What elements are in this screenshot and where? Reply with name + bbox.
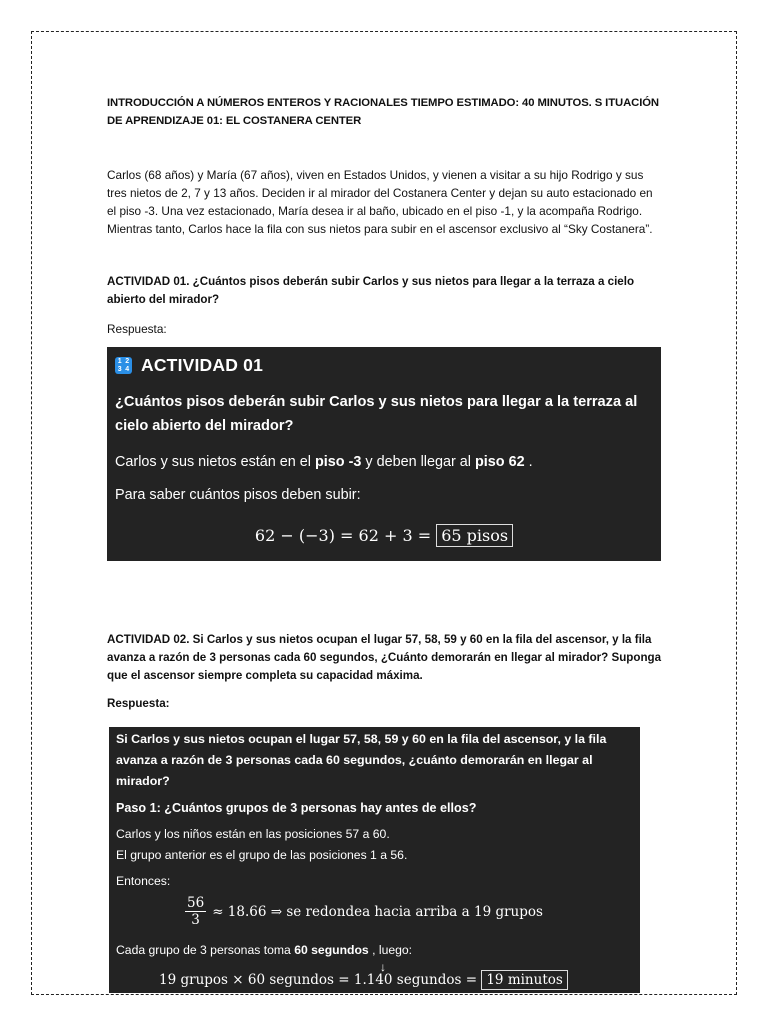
answer-label-2: Respuesta: bbox=[107, 697, 170, 710]
activity1-method: Para saber cuántos pisos deben subir: bbox=[115, 487, 361, 503]
activity2-answer-image bbox=[109, 727, 640, 993]
activity1-heading-text: ACTIVIDAD 01 bbox=[141, 355, 264, 375]
intro-paragraph: Carlos (68 años) y María (67 años), viven en Estados Unidos, y vienen a visitar a su hijo Rodrigo y sus tres nietos de 2, 7 y 13 años. Deciden ir al mirador del Costanera Center y dejan su auto estacionado en el piso -3. Una vez estacionado, María desea ir al baño, ubicado en el piso -1, y la acompaña Rodrigo. Mientras tanto, Carlos hace la fila con sus nietos para subir en el ascensor exclusivo al “Sky Costanera”. bbox=[107, 168, 653, 236]
activity2-fraction-equation: $\frac{56}{3}$ ≈ 18.66 ⇒ se redondea hacia arriba a 19 grupos bbox=[187, 895, 543, 928]
activity1-question: ACTIVIDAD 01. ¿Cuántos pisos deberán subir Carlos y sus nietos para llegar a la terraza a cielo abierto del mirador? bbox=[107, 275, 635, 306]
activity1-statement: Carlos y sus nietos están en el piso -3 y deben llegar al piso 62 . bbox=[115, 454, 533, 470]
document-title: INTRODUCCIÓN A NÚMEROS ENTEROS Y RACIONALES TIEMPO ESTIMADO: 40 MINUTOS. S ITUACIÓN DE APRENDIZAJE 01: EL COSTANERA CENTER bbox=[107, 97, 659, 127]
activity2-step1: Paso 1: ¿Cuántos grupos de 3 personas hay antes de ellos? bbox=[116, 801, 477, 815]
activity1-equation: 62 − (−3) = 62 + 3 = 65 pisos bbox=[107, 526, 661, 545]
activity2-question: ACTIVIDAD 02. Si Carlos y sus nietos ocupan el lugar 57, 58, 59 y 60 en la fila del ascensor, y la fila avanza a razón de 3 personas cada 60 segundos, ¿Cuánto demorarán en llegar al mirador? Suponga que el ascensor siempre completa su capacidad máxima. bbox=[107, 633, 662, 682]
fraction: $\frac{56}{3}$ bbox=[187, 895, 205, 928]
arrow-down-icon: ↓ bbox=[380, 960, 386, 974]
activity1-heading bbox=[115, 355, 263, 376]
activity2-line4: Cada grupo de 3 personas toma 60 segundos , luego: bbox=[116, 943, 413, 957]
activity1-answer-image bbox=[107, 347, 661, 561]
activity2-line1: Carlos y los niños están en las posiciones 57 a 60. bbox=[116, 827, 390, 841]
activity2-line2: El grupo anterior es el grupo de las posiciones 1 a 56. bbox=[116, 848, 408, 862]
activity2-panel-question: Si Carlos y sus nietos ocupan el lugar 57, 58, 59 y 60 en la fila del ascensor, y la fila avanza a razón de 3 personas cada 60 segundos, ¿cuánto demorarán en llegar al mirador? bbox=[116, 732, 607, 788]
answer-label-1: Respuesta: bbox=[107, 322, 167, 336]
activity2-line3: Entonces: bbox=[116, 874, 171, 888]
activity1-panel-question: ¿Cuántos pisos deberán subir Carlos y sus nietos para llegar a la terraza al cielo abierto del mirador? bbox=[115, 394, 638, 434]
activity2-result: 19 minutos bbox=[481, 970, 567, 990]
numbers-icon: 1 2 3 4 bbox=[115, 357, 132, 374]
activity2-time-equation: 19 grupos × 60 segundos = 1.140 segundos = 19 minutos bbox=[159, 972, 568, 988]
activity1-result: 65 pisos bbox=[436, 524, 513, 547]
